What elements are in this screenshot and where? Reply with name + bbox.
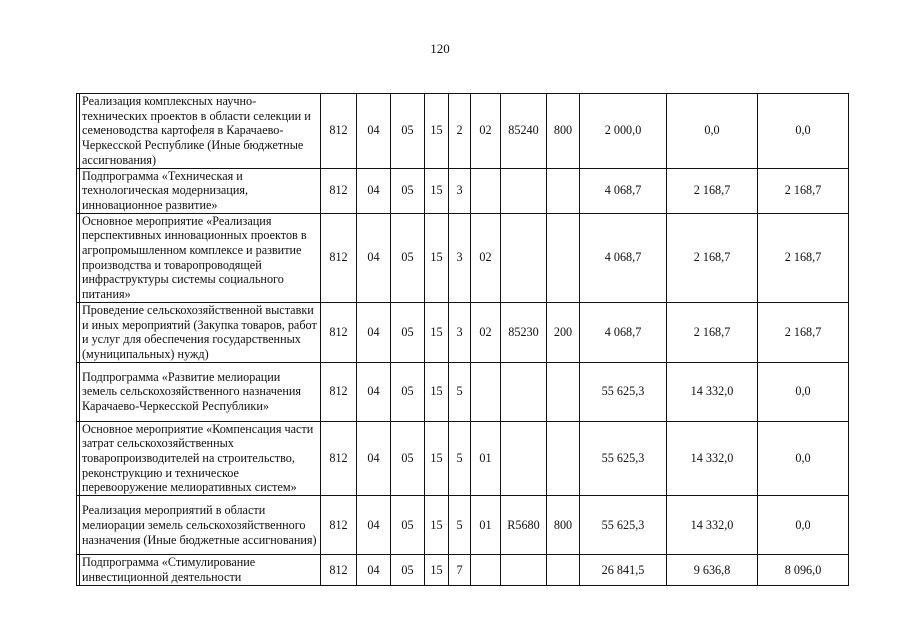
section-code-cell: 04 (357, 213, 391, 302)
measure-code-cell: 02 (471, 213, 501, 302)
amount-year1-cell: 2 000,0 (580, 94, 667, 169)
row-name-cell: Подпрограмма «Развитие мелиорации земель сельскохозяйственного назначения Карачаево-Черкесской Республики» (80, 362, 321, 421)
row-name-cell: Подпрограмма «Техническая и технологическая модернизация, инновационное развитие» (80, 168, 321, 213)
measure-code-cell: 01 (471, 421, 501, 496)
ministry-code-cell: 812 (321, 94, 357, 169)
ministry-code-cell: 812 (321, 362, 357, 421)
subsection-code-cell: 05 (391, 362, 425, 421)
ministry-code-cell: 812 (321, 555, 357, 585)
amount-year3-cell: 0,0 (758, 94, 849, 169)
subsection-code-cell: 05 (391, 94, 425, 169)
table-row (77, 213, 849, 302)
direction-code-cell: R5680 (501, 496, 547, 555)
amount-year3-cell: 2 168,7 (758, 302, 849, 362)
amount-year3-cell: 0,0 (758, 496, 849, 555)
measure-code-cell: 02 (471, 302, 501, 362)
program-code-cell: 15 (425, 421, 449, 496)
amount-year3-cell: 8 096,0 (758, 555, 849, 585)
section-code-cell: 04 (357, 94, 391, 169)
subsection-code-cell: 05 (391, 168, 425, 213)
table-row (77, 302, 849, 362)
amount-year1-cell: 4 068,7 (580, 168, 667, 213)
expense-type-cell (547, 168, 580, 213)
amount-year1-cell: 4 068,7 (580, 302, 667, 362)
amount-year1-cell: 55 625,3 (580, 496, 667, 555)
expense-type-cell: 800 (547, 496, 580, 555)
row-name-cell: Основное мероприятие «Реализация перспективных инновационных проектов в агропромышленном комплексе и развитие производства и товаропроводящей инфраструктуры системы социального питания» (80, 213, 321, 302)
row-name-cell: Подпрограмма «Стимулирование инвестиционной деятельности (80, 555, 321, 585)
subprogram-code-cell: 5 (449, 362, 471, 421)
direction-code-cell (501, 362, 547, 421)
amount-year2-cell: 2 168,7 (667, 213, 758, 302)
measure-code-cell (471, 362, 501, 421)
expense-type-cell (547, 362, 580, 421)
row-name-cell: Реализация комплексных научно-технических проектов в области селекции и семеноводства картофеля в Карачаево-Черкесской Республике (Иные бюджетные ассигнования) (80, 94, 321, 169)
subprogram-code-cell: 3 (449, 168, 471, 213)
section-code-cell: 04 (357, 362, 391, 421)
expense-type-cell (547, 421, 580, 496)
amount-year2-cell: 2 168,7 (667, 168, 758, 213)
program-code-cell: 15 (425, 94, 449, 169)
direction-code-cell (501, 213, 547, 302)
ministry-code-cell: 812 (321, 213, 357, 302)
subsection-code-cell: 05 (391, 496, 425, 555)
row-name-cell: Проведение сельскохозяйственной выставки и иных мероприятий (Закупка товаров, работ и услуг для обеспечения государственных (муниципальных) нужд) (80, 302, 321, 362)
amount-year3-cell: 0,0 (758, 421, 849, 496)
direction-code-cell: 85240 (501, 94, 547, 169)
amount-year1-cell: 4 068,7 (580, 213, 667, 302)
table-row (77, 555, 849, 585)
program-code-cell: 15 (425, 213, 449, 302)
subsection-code-cell: 05 (391, 421, 425, 496)
row-name-cell: Реализация мероприятий в области мелиорации земель сельскохозяйственного назначения (Иные бюджетные ассигнования) (80, 496, 321, 555)
table-row (77, 496, 849, 555)
amount-year2-cell: 0,0 (667, 94, 758, 169)
measure-code-cell (471, 168, 501, 213)
section-code-cell: 04 (357, 421, 391, 496)
program-code-cell: 15 (425, 496, 449, 555)
section-code-cell: 04 (357, 555, 391, 585)
subsection-code-cell: 05 (391, 213, 425, 302)
table-row (77, 421, 849, 496)
direction-code-cell: 85230 (501, 302, 547, 362)
ministry-code-cell: 812 (321, 302, 357, 362)
expense-type-cell: 800 (547, 94, 580, 169)
subsection-code-cell: 05 (391, 302, 425, 362)
program-code-cell: 15 (425, 302, 449, 362)
amount-year1-cell: 26 841,5 (580, 555, 667, 585)
amount-year2-cell: 9 636,8 (667, 555, 758, 585)
program-code-cell: 15 (425, 362, 449, 421)
subprogram-code-cell: 7 (449, 555, 471, 585)
amount-year2-cell: 14 332,0 (667, 362, 758, 421)
measure-code-cell (471, 555, 501, 585)
measure-code-cell: 02 (471, 94, 501, 169)
subprogram-code-cell: 5 (449, 496, 471, 555)
subprogram-code-cell: 2 (449, 94, 471, 169)
measure-code-cell: 01 (471, 496, 501, 555)
amount-year1-cell: 55 625,3 (580, 362, 667, 421)
direction-code-cell (501, 168, 547, 213)
amount-year1-cell: 55 625,3 (580, 421, 667, 496)
table-row (77, 168, 849, 213)
amount-year3-cell: 0,0 (758, 362, 849, 421)
section-code-cell: 04 (357, 168, 391, 213)
program-code-cell: 15 (425, 555, 449, 585)
program-code-cell: 15 (425, 168, 449, 213)
amount-year2-cell: 14 332,0 (667, 421, 758, 496)
expense-type-cell: 200 (547, 302, 580, 362)
direction-code-cell (501, 421, 547, 496)
direction-code-cell (501, 555, 547, 585)
subprogram-code-cell: 5 (449, 421, 471, 496)
subprogram-code-cell: 3 (449, 302, 471, 362)
expense-type-cell (547, 555, 580, 585)
amount-year3-cell: 2 168,7 (758, 168, 849, 213)
row-name-cell: Основное мероприятие «Компенсация части затрат сельскохозяйственных товаропроизводителей на строительство, реконструкцию и техническое перевооружение мелиоративных систем» (80, 421, 321, 496)
section-code-cell: 04 (357, 302, 391, 362)
table-body (77, 94, 849, 586)
page-number: 120 (430, 41, 450, 56)
amount-year3-cell: 2 168,7 (758, 213, 849, 302)
expense-type-cell (547, 213, 580, 302)
amount-year2-cell: 2 168,7 (667, 302, 758, 362)
ministry-code-cell: 812 (321, 168, 357, 213)
ministry-code-cell: 812 (321, 496, 357, 555)
subsection-code-cell: 05 (391, 555, 425, 585)
table-row (77, 362, 849, 421)
budget-table (76, 93, 849, 586)
section-code-cell: 04 (357, 496, 391, 555)
table-row (77, 94, 849, 169)
ministry-code-cell: 812 (321, 421, 357, 496)
subprogram-code-cell: 3 (449, 213, 471, 302)
amount-year2-cell: 14 332,0 (667, 496, 758, 555)
